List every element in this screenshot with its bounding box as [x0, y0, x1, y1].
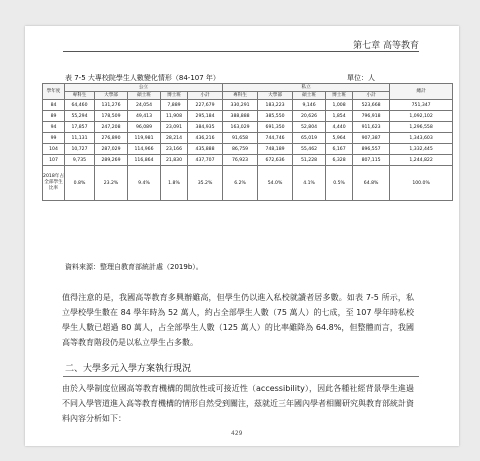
table-row: [43, 144, 453, 155]
table-cell: 131,276: [95, 100, 128, 111]
table-cell: 1,008: [326, 100, 353, 111]
table-cell: 11,908: [161, 111, 188, 122]
table-cell: 907,387: [353, 133, 390, 144]
subcol: 小計: [188, 92, 223, 100]
row-year: 89: [43, 111, 65, 122]
table-cell: 119,981: [128, 133, 161, 144]
table-cell: 330,291: [223, 100, 258, 111]
table-cell: 748,189: [258, 144, 293, 155]
table-cell: 76,923: [223, 155, 258, 166]
table-cell: 523,668: [353, 100, 390, 111]
row-year: 107: [43, 155, 65, 166]
table-cell: 227,679: [188, 100, 223, 111]
table-cell: 52,804: [293, 122, 326, 133]
share-cell: 0.8%: [65, 166, 95, 201]
table-cell: 24,054: [128, 100, 161, 111]
table-cell: 276,890: [95, 133, 128, 144]
table-cell: 65,019: [293, 133, 326, 144]
table-cell: 289,269: [95, 155, 128, 166]
share-cell: 54.0%: [258, 166, 293, 201]
subcol: 小計: [353, 92, 390, 100]
table-cell: 6,167: [326, 144, 353, 155]
share-cell: 9.4%: [128, 166, 161, 201]
table-cell: 23,091: [161, 122, 188, 133]
header-rule: [63, 51, 419, 52]
table-cell: 10,727: [65, 144, 95, 155]
table-cell: 295,184: [188, 111, 223, 122]
section-rule: [63, 376, 419, 377]
paragraph-2: 由於入學制度位國高等教育機構的開放性或可接近性（accessibility），因此各種社經背景學生進過不同入學管道進入高等教育機構的情形自然受到關注，茲就近三年國內學者相關研究與教育部統計資料內容分析如下：: [62, 384, 414, 423]
col-year: 學年度: [43, 84, 65, 100]
table-cell: 9,735: [65, 155, 95, 166]
table-cell: 21,830: [161, 155, 188, 166]
table-cell: 1,343,603: [390, 133, 453, 144]
row-year: 84: [43, 100, 65, 111]
table-row: [43, 122, 453, 133]
table-cell: 247,208: [95, 122, 128, 133]
table-cell: 86,759: [223, 144, 258, 155]
share-cell: 35.2%: [188, 166, 223, 201]
table-cell: 64,460: [65, 100, 95, 111]
table-cell: 672,636: [258, 155, 293, 166]
subcol: 碩士班: [293, 92, 326, 100]
table-cell: 55,462: [293, 144, 326, 155]
page-number: 429: [231, 430, 243, 437]
subcol: 博士班: [161, 92, 188, 100]
table-cell: 7,889: [161, 100, 188, 111]
table-cell: 744,746: [258, 133, 293, 144]
table-body: [43, 100, 453, 166]
table-cell: 384,935: [188, 122, 223, 133]
share-cell: 100.0%: [390, 166, 453, 201]
table-cell: 751,347: [390, 100, 453, 111]
table-cell: 51,228: [293, 155, 326, 166]
subcol: 專科生: [223, 92, 258, 100]
group-private: 私立: [223, 84, 390, 92]
table-container: [42, 83, 452, 201]
col-total: 總計: [390, 84, 453, 100]
table-cell: 28,214: [161, 133, 188, 144]
table-cell: 6,328: [326, 155, 353, 166]
share-cell: 6.2%: [223, 166, 258, 201]
table-cell: 4,440: [326, 122, 353, 133]
table-source: 資料來源：整理自教育部統計處（2019b）。: [65, 263, 203, 271]
share-cell: 0.5%: [326, 166, 353, 201]
table-cell: 20,626: [293, 111, 326, 122]
table-cell: 436,216: [188, 133, 223, 144]
share-cell: 23.2%: [95, 166, 128, 201]
subcol: 專科生: [65, 92, 95, 100]
table-cell: 55,294: [65, 111, 95, 122]
table-cell: 1,332,445: [390, 144, 453, 155]
table-cell: 807,115: [353, 155, 390, 166]
table-cell: 896,557: [353, 144, 390, 155]
table-cell: 1,244,822: [390, 155, 453, 166]
row-year: 99: [43, 133, 65, 144]
table-cell: 385,550: [258, 111, 293, 122]
table-cell: 114,966: [128, 144, 161, 155]
group-public: 公立: [65, 84, 223, 92]
table-cell: 96,089: [128, 122, 161, 133]
table-cell: 691,350: [258, 122, 293, 133]
table-cell: 23,166: [161, 144, 188, 155]
student-count-table: [42, 83, 453, 201]
table-cell: 17,857: [65, 122, 95, 133]
table-cell: 437,707: [188, 155, 223, 166]
chapter-header: 第七章 高等教育: [353, 41, 419, 51]
table-cell: 1,854: [326, 111, 353, 122]
table-cell: 91,658: [223, 133, 258, 144]
table-cell: 435,888: [188, 144, 223, 155]
table-row: [43, 100, 453, 111]
subcol: 大學部: [258, 92, 293, 100]
table-cell: 9,146: [293, 100, 326, 111]
table-cell: 5,964: [326, 133, 353, 144]
subcol: 碩士班: [128, 92, 161, 100]
table-unit: 單位：人: [347, 74, 375, 82]
table-row: [43, 155, 453, 166]
table-cell: 116,864: [128, 155, 161, 166]
document-page: [25, 26, 459, 446]
table-cell: 49,413: [128, 111, 161, 122]
row-year: 104: [43, 144, 65, 155]
table-cell: 388,888: [223, 111, 258, 122]
share-cell: 4.1%: [293, 166, 326, 201]
table-cell: 911,623: [353, 122, 390, 133]
subcol: 博士班: [326, 92, 353, 100]
table-row: [43, 111, 453, 122]
table-title: 表 7-5 大專校院學生人數變化情形（84-107 年）: [65, 74, 220, 82]
share-cell: 64.8%: [353, 166, 390, 201]
table-cell: 287,029: [95, 144, 128, 155]
share-label: 2018年占全部學生比率: [43, 166, 65, 201]
share-row: [43, 166, 453, 201]
share-cell: 1.8%: [161, 166, 188, 201]
table-row: [43, 133, 453, 144]
row-year: 94: [43, 122, 65, 133]
table-cell: 11,131: [65, 133, 95, 144]
table-cell: 178,509: [95, 111, 128, 122]
table-cell: 163,029: [223, 122, 258, 133]
table-group-header: [43, 84, 453, 92]
table-cell: 1,296,558: [390, 122, 453, 133]
paragraph-1: 值得注意的是，我國高等教育多興辦雖高，但學生仍以進入私校就讀者居多數。如表 7-5 所示，私立學校學生數在 84 學年時為 52 萬人，約占全部學生人數（75 萬人）的七成，至 107 學年時私校學生人數已超過 80 萬人，占全部學生人數（125 萬人）的比率雖降為 64.8%，但整體而言，我國高等教育階段仍是以私立學生占多數。: [62, 293, 414, 347]
table-cell: 183,223: [258, 100, 293, 111]
table-cell: 1,092,102: [390, 111, 453, 122]
section-title: 二、大學多元入學方案執行現況: [65, 364, 192, 374]
subcol: 大學部: [95, 92, 128, 100]
table-cell: 796,918: [353, 111, 390, 122]
